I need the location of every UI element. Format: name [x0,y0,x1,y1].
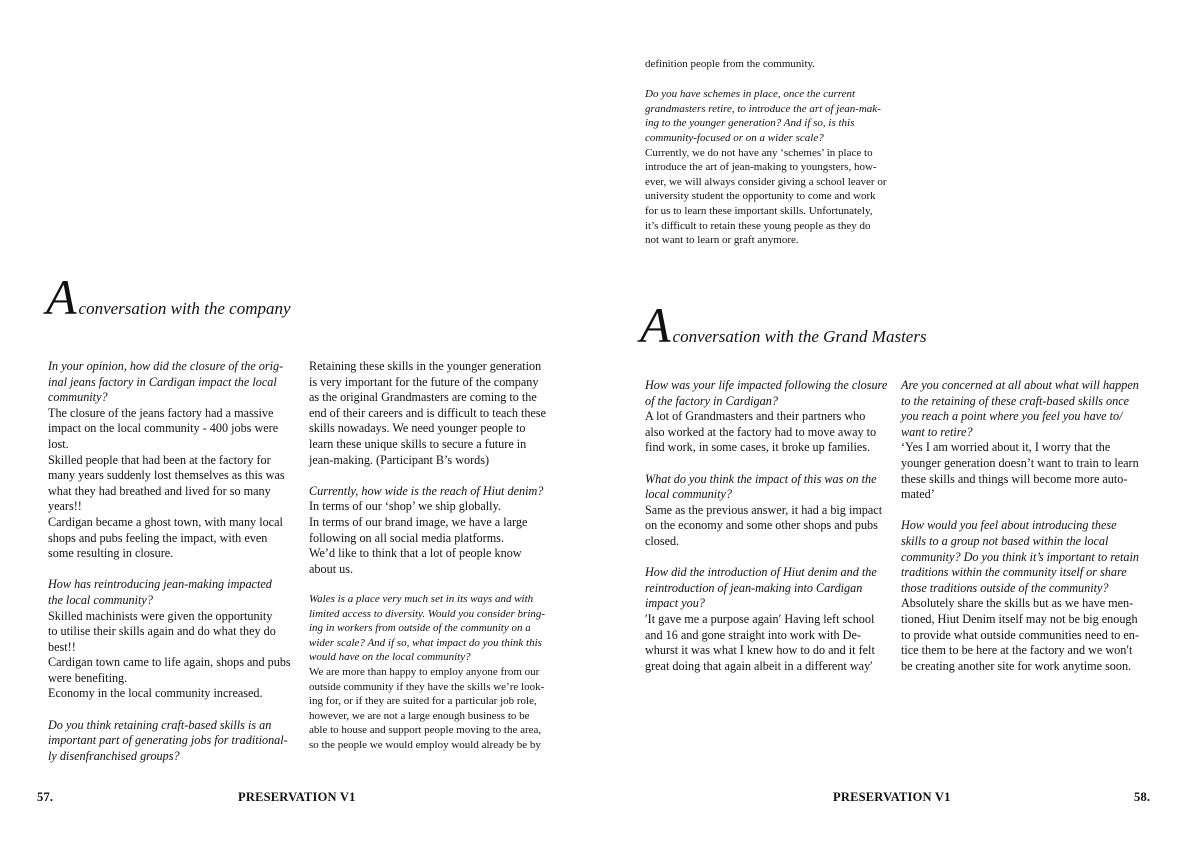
answer-line: closed. [645,533,680,548]
answer-line: In terms of our ‘shop’ we ship globally. [309,499,501,514]
question-line: inal jeans factory in Cardigan impact the local [48,374,277,389]
paragraph-spacer [645,72,890,88]
answer-line: outside community if they have the skills we’re look- [309,680,545,693]
answer-line: We are more than happy to employ anyone from our [309,665,540,678]
answer-line: following on all social media platforms. [309,530,504,545]
answer-line: to provide what outside communities need to en- [901,627,1139,642]
question-line: traditions within the community itself or share [901,565,1127,580]
answer-line: whurst it was what I knew how to do and it felt [645,643,875,658]
question-line: you reach a point where you feel you have to/ [901,409,1123,424]
question-line: would have on the local community? [309,651,471,664]
paragraph-spacer [901,503,1151,519]
question-line: How would you feel about introducing these [901,518,1117,533]
answer-line: able to house and support people moving to the area, [309,724,542,737]
paragraph-spacer [48,702,298,718]
answer-line: end of their careers and is difficult to teach these [309,405,546,420]
answer-line: and 16 and gone straight into work with De- [645,627,861,642]
heading-text: conversation with the Grand Masters [672,327,927,346]
question-line: wider scale? And if so, what impact do you think this [309,636,542,649]
answer-line: for us to learn these important skills. Unfortunately, [645,204,873,217]
question-line: In your opinion, how did the closure of the orig- [48,359,284,373]
answer-line: Cardigan became a ghost town, with many local [48,514,283,529]
answer-line: We’d like to think that a lot of people know [309,546,522,561]
answer-line: mated’ [901,487,935,502]
answer-line: Economy in the local community increased. [48,686,263,701]
right-top-block [645,57,890,248]
question-line: of the factory in Cardigan? [645,393,778,408]
question-line: ing to the younger generation? And if so, is this [645,117,855,130]
answer-line: to utilise their skills again and do what they do [48,624,276,639]
answer-line: Skilled people that had been at the factory for [48,452,271,467]
answer-line: tioned, Hiut Denim itself may not be big enough [901,611,1138,626]
question-line: impact you? [645,596,705,611]
left-page-heading [46,269,291,325]
question-line: those traditions outside of the community? [901,580,1109,595]
answer-line: Skilled machinists were given the opportunity [48,608,273,623]
answer-line: learn these unique skills to secure a future in [309,436,527,451]
answer-line: find work, in some cases, it broke up families. [645,440,871,455]
answer-line: ′It gave me a purpose again′ Having left school [645,611,875,626]
answer-line: on the economy and some other shops and pubs [645,518,878,533]
question-line: How did the introduction of Hiut denim and the [645,565,877,580]
answer-line: ing for, or if they are suited for a particular job role, [309,695,537,708]
answer-line: lost. [48,436,69,451]
left-footer-title: PRESERVATION V1 [238,790,356,804]
left-page-number: 57. [37,790,54,804]
answer-line: jean-making. (Participant B’s words) [309,452,490,467]
answer-line: younger generation doesn’t want to train to learn [901,455,1139,470]
answer-line: skills nowadays. We need younger people to [309,421,526,436]
paragraph-spacer [309,468,554,484]
right-page-heading [640,297,927,353]
heading-drop-cap: A [46,269,77,325]
question-line: ing in workers from outside of the community on a [309,622,531,635]
answer-line: ‘Yes I am worried about it, I worry that the [901,440,1111,455]
question-line: important part of generating jobs for traditional- [48,733,288,748]
question-line: Wales is a place very much set in its ways and with [309,593,534,605]
question-line: ly disenfranchised groups? [48,748,180,763]
answer-line: be creating another site for work anytime soon. [901,658,1132,673]
question-line: community? Do you think it’s important to retain [901,549,1139,564]
question-line: What do you think the impact of this was on the [645,471,877,486]
question-line: Do you have schemes in place, once the current [645,88,856,101]
answer-line: Absolutely share the skills but as we have men- [901,596,1134,611]
answer-line: were benefiting. [48,670,128,685]
question-line: grandmasters retire, to introduce the art of jean-mak- [645,102,881,115]
answer-line: definition people from the community. [645,58,816,70]
left-column-2-bottom [309,592,554,753]
answer-line: The closure of the jeans factory had a massive [48,405,274,420]
answer-line: Same as the previous answer, it had a big impact [645,502,883,517]
question-line: skills to a group not based within the local [901,533,1109,548]
question-line: community? [48,390,108,405]
answer-line: is very important for the future of the company [309,374,539,389]
question-line: reintroduction of jean-making into Cardigan [645,580,863,595]
question-line: local community? [645,487,732,502]
question-line: Currently, how wide is the reach of Hiut denim? [309,483,544,498]
answer-line: ever, we will always consider giving a school leaver or [645,175,887,188]
left-column-2-top [309,359,554,577]
right-footer-title: PRESERVATION V1 [833,790,951,804]
answer-line: some resulting in closure. [48,546,174,561]
question-line: to the retaining of these craft-based skills once [901,393,1130,408]
question-line: the local community? [48,592,153,607]
question-line: community-focused or on a wider scale? [645,131,824,144]
question-line: How was your life impacted following the closure [645,378,888,392]
answer-line: best!! [48,639,76,654]
paragraph-spacer [48,562,298,578]
question-line: How has reintroducing jean-making impacted [48,577,272,592]
question-line: Are you concerned at all about what will happen [901,378,1139,392]
answer-line: introduce the art of jean-making to youngsters, how- [645,161,877,174]
answer-line: In terms of our brand image, we have a large [309,514,528,529]
answer-line: it’s difficult to retain these young people as they do [645,219,871,232]
answer-line: Cardigan town came to life again, shops and pubs [48,655,291,670]
question-line: want to retire? [901,424,973,439]
question-line: Do you think retaining craft-based skills is an [48,717,272,732]
heading-text: conversation with the company [78,299,291,318]
answer-line: many years suddenly lost themselves as this was [48,468,285,483]
right-page-number: 58. [1134,790,1151,804]
answer-line: as the original Grandmasters are coming to the [309,390,537,405]
answer-line: university student the opportunity to come and work [645,190,876,203]
answer-line: what they had breathed and lived for so many [48,483,271,498]
answer-line: about us. [309,561,354,576]
answer-line: Currently, we do not have any ‘schemes’ in place to [645,146,873,159]
answer-line: impact on the local community - 400 jobs were [48,421,279,436]
question-line: limited access to diversity. Would you consider bring- [309,607,546,620]
right-column-1 [645,378,895,674]
heading-drop-cap: A [640,297,671,353]
answer-line: Retaining these skills in the younger generation [309,359,542,373]
answer-line: so the people we would employ would already be by [309,738,541,751]
answer-line: not want to learn or graft anymore. [645,234,799,247]
answer-line: however, we are not a large enough business to be [309,709,530,722]
answer-line: these skills and things will become more auto- [901,471,1128,486]
answer-line: tice them to be here at the factory and we won′t [901,643,1133,658]
answer-line: great doing that again albeit in a different way′ [645,658,873,673]
answer-line: shops and pubs feeling the impact, with even [48,530,268,545]
right-column-2 [901,378,1151,674]
answer-line: also worked at the factory had to move away to [645,424,877,439]
paragraph-spacer [645,456,895,472]
paragraph-spacer [645,550,895,566]
left-column-1 [48,359,298,764]
answer-line: A lot of Grandmasters and their partners who [645,409,866,424]
answer-line: years!! [48,499,82,514]
